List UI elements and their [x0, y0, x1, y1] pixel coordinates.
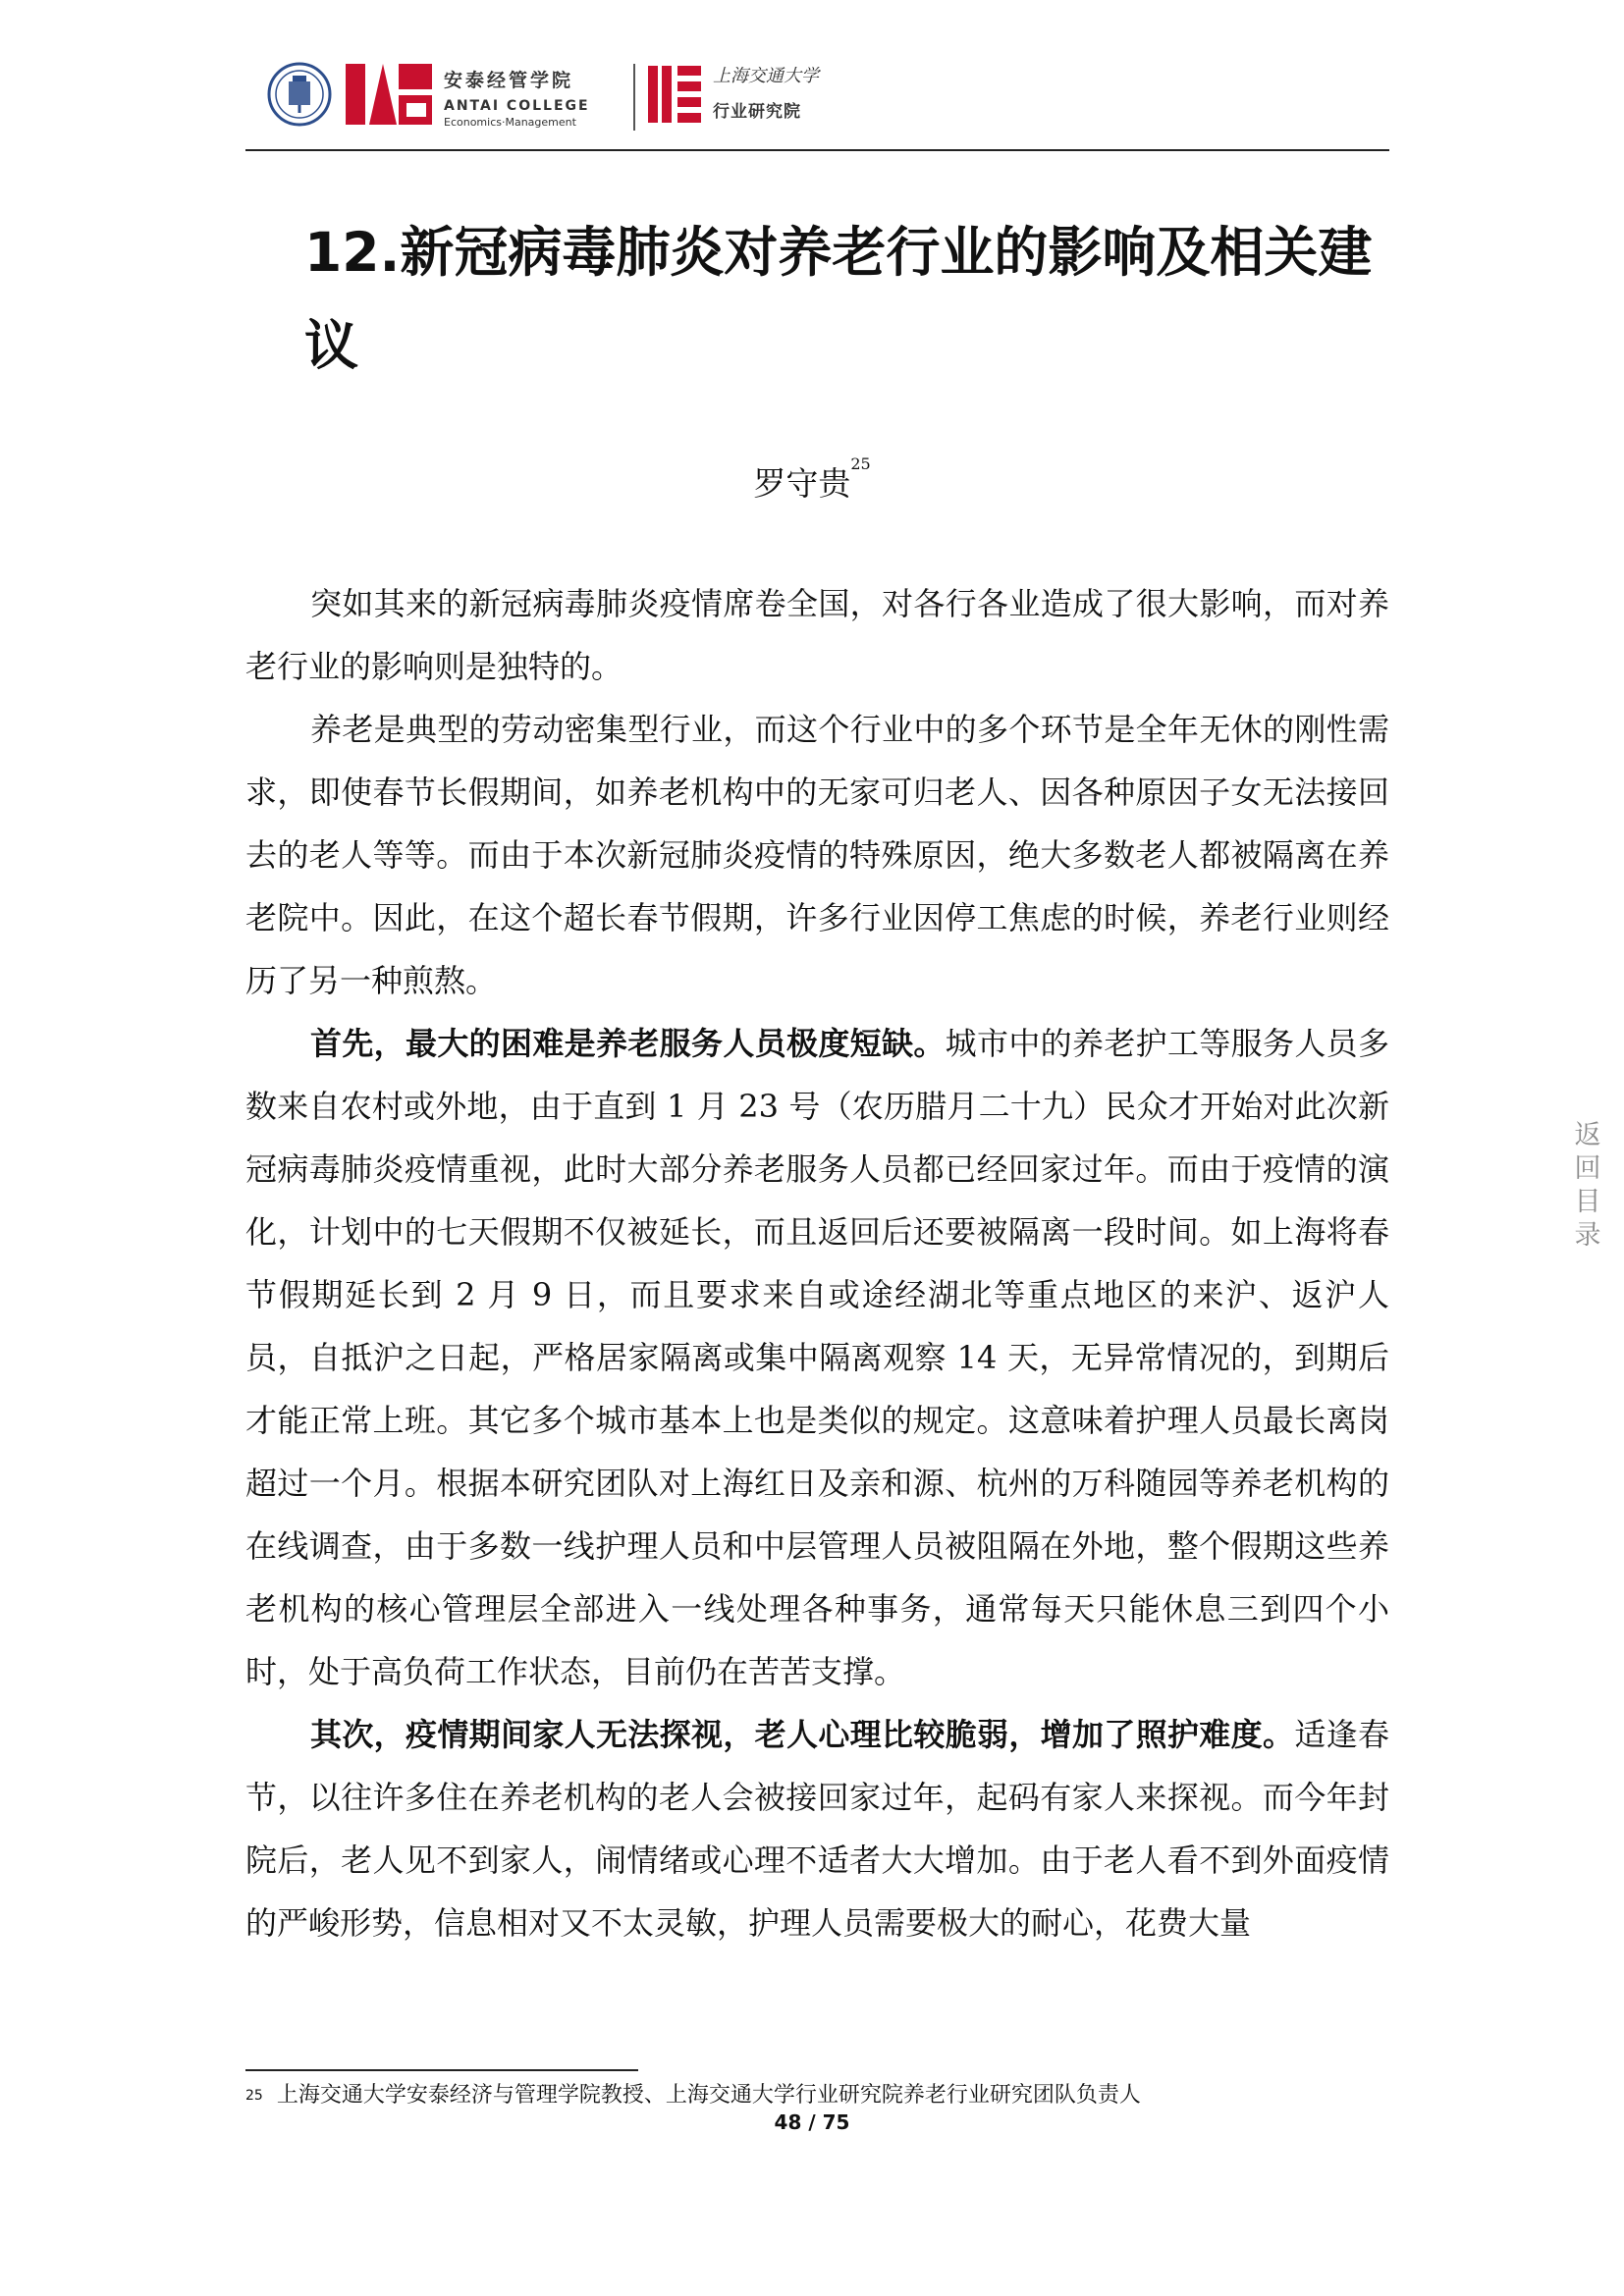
paragraph — [245, 698, 1389, 1012]
footnote-text: 上海交通大学安泰经济与管理学院教授、上海交通大学行业研究院养老行业研究团队负责人 — [276, 2083, 1141, 2108]
back-to-toc-link[interactable]: 返回目录 — [1574, 1120, 1601, 1251]
paragraph-lead: 其次，疫情期间家人无法探视，老人心理比较脆弱，增加了照护难度。 — [310, 1716, 1295, 1753]
acem-logo-icon — [344, 60, 434, 129]
author-name: 罗守贵 — [753, 464, 851, 503]
university-script: 上海交通大学 — [713, 66, 819, 86]
page-number: 48 / 75 — [774, 2110, 850, 2134]
page-title: 12.新冠病毒肺炎对养老行业的影响及相关建议 — [304, 221, 1373, 377]
paragraph-text: 城市中的养老护工等服务人员多数来自农村或外地，由于直到 1 月 23 号（农历腊月二十九）民众才开始对此次新冠病毒肺炎疫情重视，此时大部分养老服务人员都已经回家过年。而由于疫情的演化，计划中的七天假期不仅被延长，而且返回后还要被隔离一段时间。如上海将春节假期延长到 2 月 9 日，而且要求来自或途经湖北等重点地区的来沪、返沪人员，自抵沪之日起，严格居家隔离或集中隔离观察 14 天，无异常情况的，到期后才能正常上班。其它多个城市基本上也是类似的规定。这意味着护理人员最长离岗超过一个月。根据本研究团队对上海红日及亲和源、杭州的万科随园等养老机构的在线调查，由于多数一线护理人员和中层管理人员被阻隔在外地，整个假期这些养老机构的核心管理层全部进入一线处理各种事务，通常每天只能休息三到四个小时，处于高负荷工作状态，目前仍在苦苦支撑。 — [245, 1025, 1389, 1690]
institute-text — [713, 62, 819, 122]
paragraph-text: 适逢春节，以往许多住在养老机构的老人会被接回家过年，起码有家人来探视。而今年封院后，老人见不到家人，闹情绪或心理不适者大大增加。由于老人看不到外面疫情的严峻形势，信息相对又不太灵敏，护理人员需要极大的耐心，花费大量 — [245, 1716, 1389, 1942]
header-rule — [245, 149, 1389, 151]
institute-name: 行业研究院 — [713, 102, 801, 122]
paragraph — [245, 572, 1389, 698]
author — [0, 454, 1624, 505]
footnote-number: 25 — [245, 2088, 263, 2104]
article-body — [245, 572, 1389, 1954]
antai-college-name — [444, 66, 590, 129]
footnote — [245, 2081, 1141, 2110]
sjtu-emblem-icon — [267, 62, 332, 127]
paragraph — [245, 1012, 1389, 1703]
institute-logo-icon — [646, 62, 703, 127]
antai-en-name: ANTAI COLLEGE — [444, 98, 590, 114]
paragraph-lead: 首先，最大的困难是养老服务人员极度短缺。 — [310, 1025, 946, 1062]
header-divider — [633, 64, 635, 131]
paragraph-text: 养老是典型的劳动密集型行业，而这个行业中的多个环节是全年无休的刚性需求，即使春节长假期间，如养老机构中的无家可归老人、因各种原因子女无法接回去的老人等等。而由于本次新冠肺炎疫情的特殊原因，绝大多数老人都被隔离在养老院中。因此，在这个超长春节假期，许多行业因停工焦虑的时候，养老行业则经历了另一种煎熬。 — [245, 711, 1389, 999]
page-header — [245, 54, 1389, 152]
antai-cn-name: 安泰经管学院 — [444, 70, 574, 91]
paragraph-text: 突如其来的新冠病毒肺炎疫情席卷全国，对各行各业造成了很大影响，而对养老行业的影响则是独特的。 — [245, 585, 1389, 685]
footnote-ref[interactable]: 25 — [850, 454, 871, 473]
antai-en-subtitle: Economics·Management — [444, 116, 576, 129]
footnote-rule — [245, 2069, 638, 2071]
paragraph — [245, 1703, 1389, 1954]
